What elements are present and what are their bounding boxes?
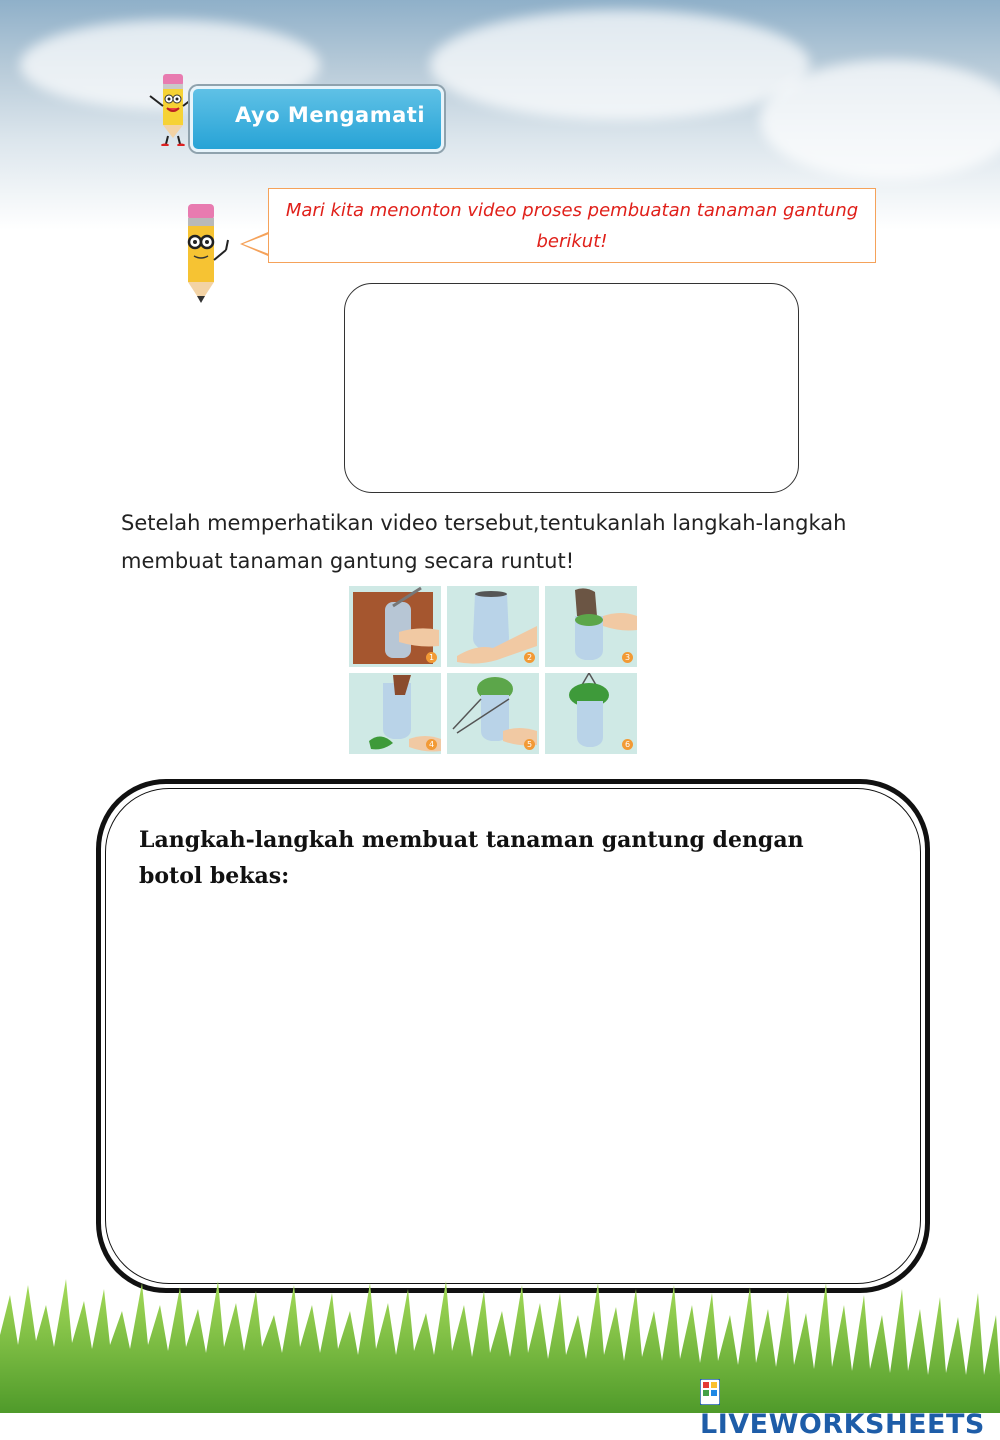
step-number-4: 4: [426, 739, 437, 750]
instruction-line2: membuat tanaman gantung secara runtut!: [121, 549, 575, 573]
steps-image-grid: [348, 585, 638, 755]
speech-bubble-tail-inner: [243, 234, 269, 254]
answer-box[interactable]: [96, 779, 930, 1293]
step-number-3: 3: [622, 652, 633, 663]
step-image-4: [349, 673, 441, 754]
answer-title-line1: Langkah-langkah membuat tanaman gantung dengan: [139, 827, 804, 853]
liveworksheets-logo[interactable]: [700, 1378, 1000, 1440]
speech-bubble: [268, 188, 876, 263]
step-number-6: 6: [622, 739, 633, 750]
step-number-5: 5: [524, 739, 535, 750]
cloud: [430, 10, 810, 120]
step-image-6: [545, 673, 637, 754]
step-image-1: [349, 586, 441, 667]
logo-badge-icon: [700, 1379, 720, 1405]
section-title: Ayo Mengamati: [235, 103, 426, 127]
step-number-1: 1: [426, 652, 437, 663]
pencil-professor-icon: [174, 202, 238, 306]
step-image-2: [447, 586, 539, 667]
speech-bubble-line1: Mari kita menonton video proses pembuatan tanaman gantung: [285, 200, 859, 221]
step-image-3: [545, 586, 637, 667]
step-image-5: [447, 673, 539, 754]
answer-title-line2: botol bekas:: [139, 863, 290, 889]
logo-text: LIVEWORKSHEETS: [700, 1409, 985, 1440]
speech-bubble-line2: berikut!: [536, 231, 608, 252]
instruction-line1: Setelah memperhatikan video tersebut,tentukanlah langkah-langkah: [121, 511, 847, 535]
section-title-tab: [190, 86, 444, 152]
step-number-2: 2: [524, 652, 535, 663]
video-player[interactable]: [344, 283, 799, 493]
answer-box-title: [139, 822, 879, 894]
instruction-text: [121, 504, 901, 580]
